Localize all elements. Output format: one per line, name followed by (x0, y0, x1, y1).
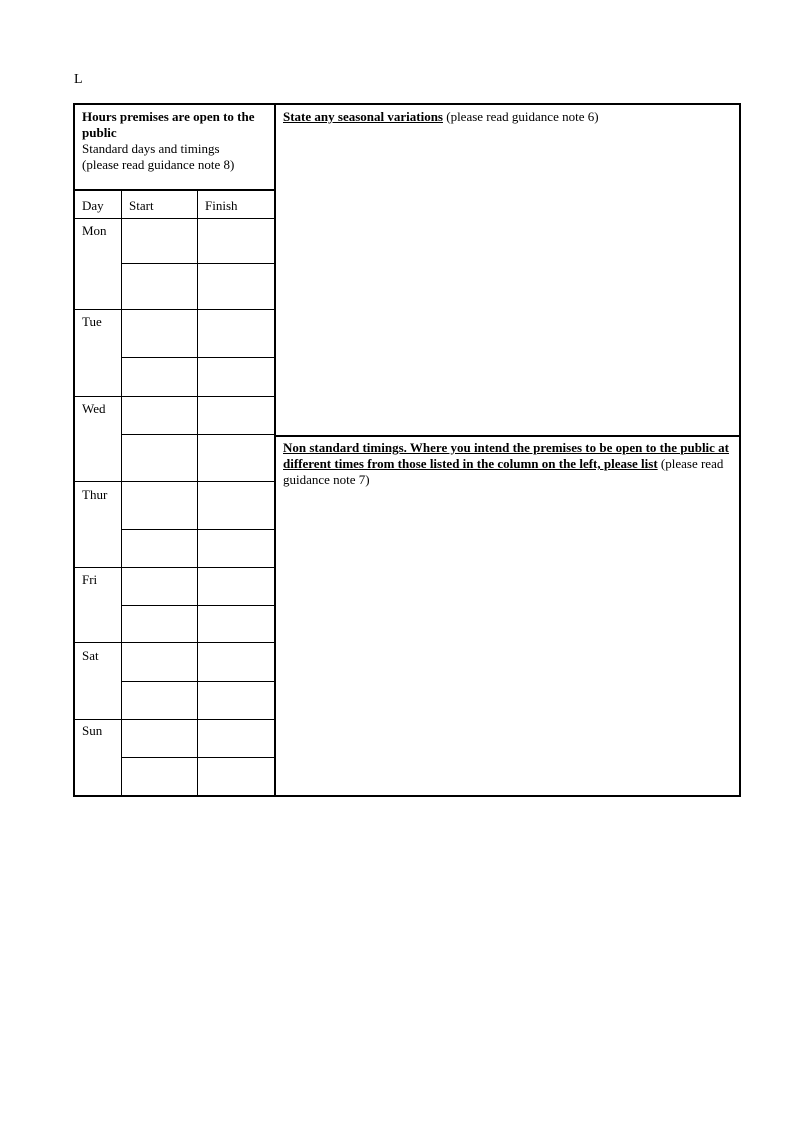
tue-start-1[interactable] (122, 310, 197, 357)
sun-start-1[interactable] (122, 720, 197, 757)
seasonal-variations-label: State any seasonal variations (283, 109, 443, 124)
thur-finish-1[interactable] (198, 482, 274, 529)
divider-header-bottom (73, 189, 276, 191)
day-label-sat: Sat (82, 648, 99, 663)
day-label-thur: Thur (82, 487, 108, 502)
wed-start-1[interactable] (122, 397, 197, 434)
non-standard-timings-prompt (283, 440, 733, 488)
mon-start-2[interactable] (122, 264, 197, 309)
sat-start-2[interactable] (122, 682, 197, 719)
mon-start-1[interactable] (122, 219, 197, 263)
non-standard-timings-field[interactable] (277, 490, 739, 795)
divider-right-split (275, 435, 741, 437)
day-label-mon: Mon (82, 223, 107, 238)
fri-start-1[interactable] (122, 568, 197, 605)
divider-vertical-main (274, 103, 276, 797)
hours-box-note: (please read guidance note 8) (82, 157, 235, 172)
sat-start-1[interactable] (122, 643, 197, 681)
mon-finish-1[interactable] (198, 219, 274, 263)
day-label-tue: Tue (82, 314, 102, 329)
day-label-fri: Fri (82, 572, 98, 587)
thur-start-1[interactable] (122, 482, 197, 529)
sun-finish-2[interactable] (198, 758, 274, 795)
hours-box-subtitle: Standard days and timings (82, 141, 220, 156)
wed-start-2[interactable] (122, 435, 197, 481)
wed-finish-2[interactable] (198, 435, 274, 481)
tue-finish-2[interactable] (198, 358, 274, 396)
sun-start-2[interactable] (122, 758, 197, 795)
tue-start-2[interactable] (122, 358, 197, 396)
seasonal-variations-prompt (283, 109, 733, 125)
thur-start-2[interactable] (122, 530, 197, 567)
hours-box-title: Hours premises are open to the public (82, 109, 255, 140)
sat-finish-2[interactable] (198, 682, 274, 719)
wed-finish-1[interactable] (198, 397, 274, 434)
mon-finish-2[interactable] (198, 264, 274, 309)
day-label-wed: Wed (82, 401, 106, 416)
tue-finish-1[interactable] (198, 310, 274, 357)
non-standard-timings-note: (please read guidance note 7) (283, 456, 724, 487)
fri-finish-2[interactable] (198, 606, 274, 642)
section-letter: L (74, 72, 83, 87)
thur-finish-2[interactable] (198, 530, 274, 567)
non-standard-timings-label: Non standard timings. Where you intend the premises to be open to the public at different times from those listed in the column on the left, please list (283, 440, 730, 471)
column-header-start: Start (129, 198, 154, 213)
sun-finish-1[interactable] (198, 720, 274, 757)
fri-start-2[interactable] (122, 606, 197, 642)
seasonal-variations-note: (please read guidance note 6) (442, 109, 599, 124)
column-header-finish: Finish (205, 198, 238, 213)
column-header-day: Day (82, 198, 104, 213)
sat-finish-1[interactable] (198, 643, 274, 681)
fri-finish-1[interactable] (198, 568, 274, 605)
hours-box-header (82, 109, 270, 173)
seasonal-variations-field[interactable] (277, 128, 739, 433)
day-label-sun: Sun (82, 723, 103, 738)
